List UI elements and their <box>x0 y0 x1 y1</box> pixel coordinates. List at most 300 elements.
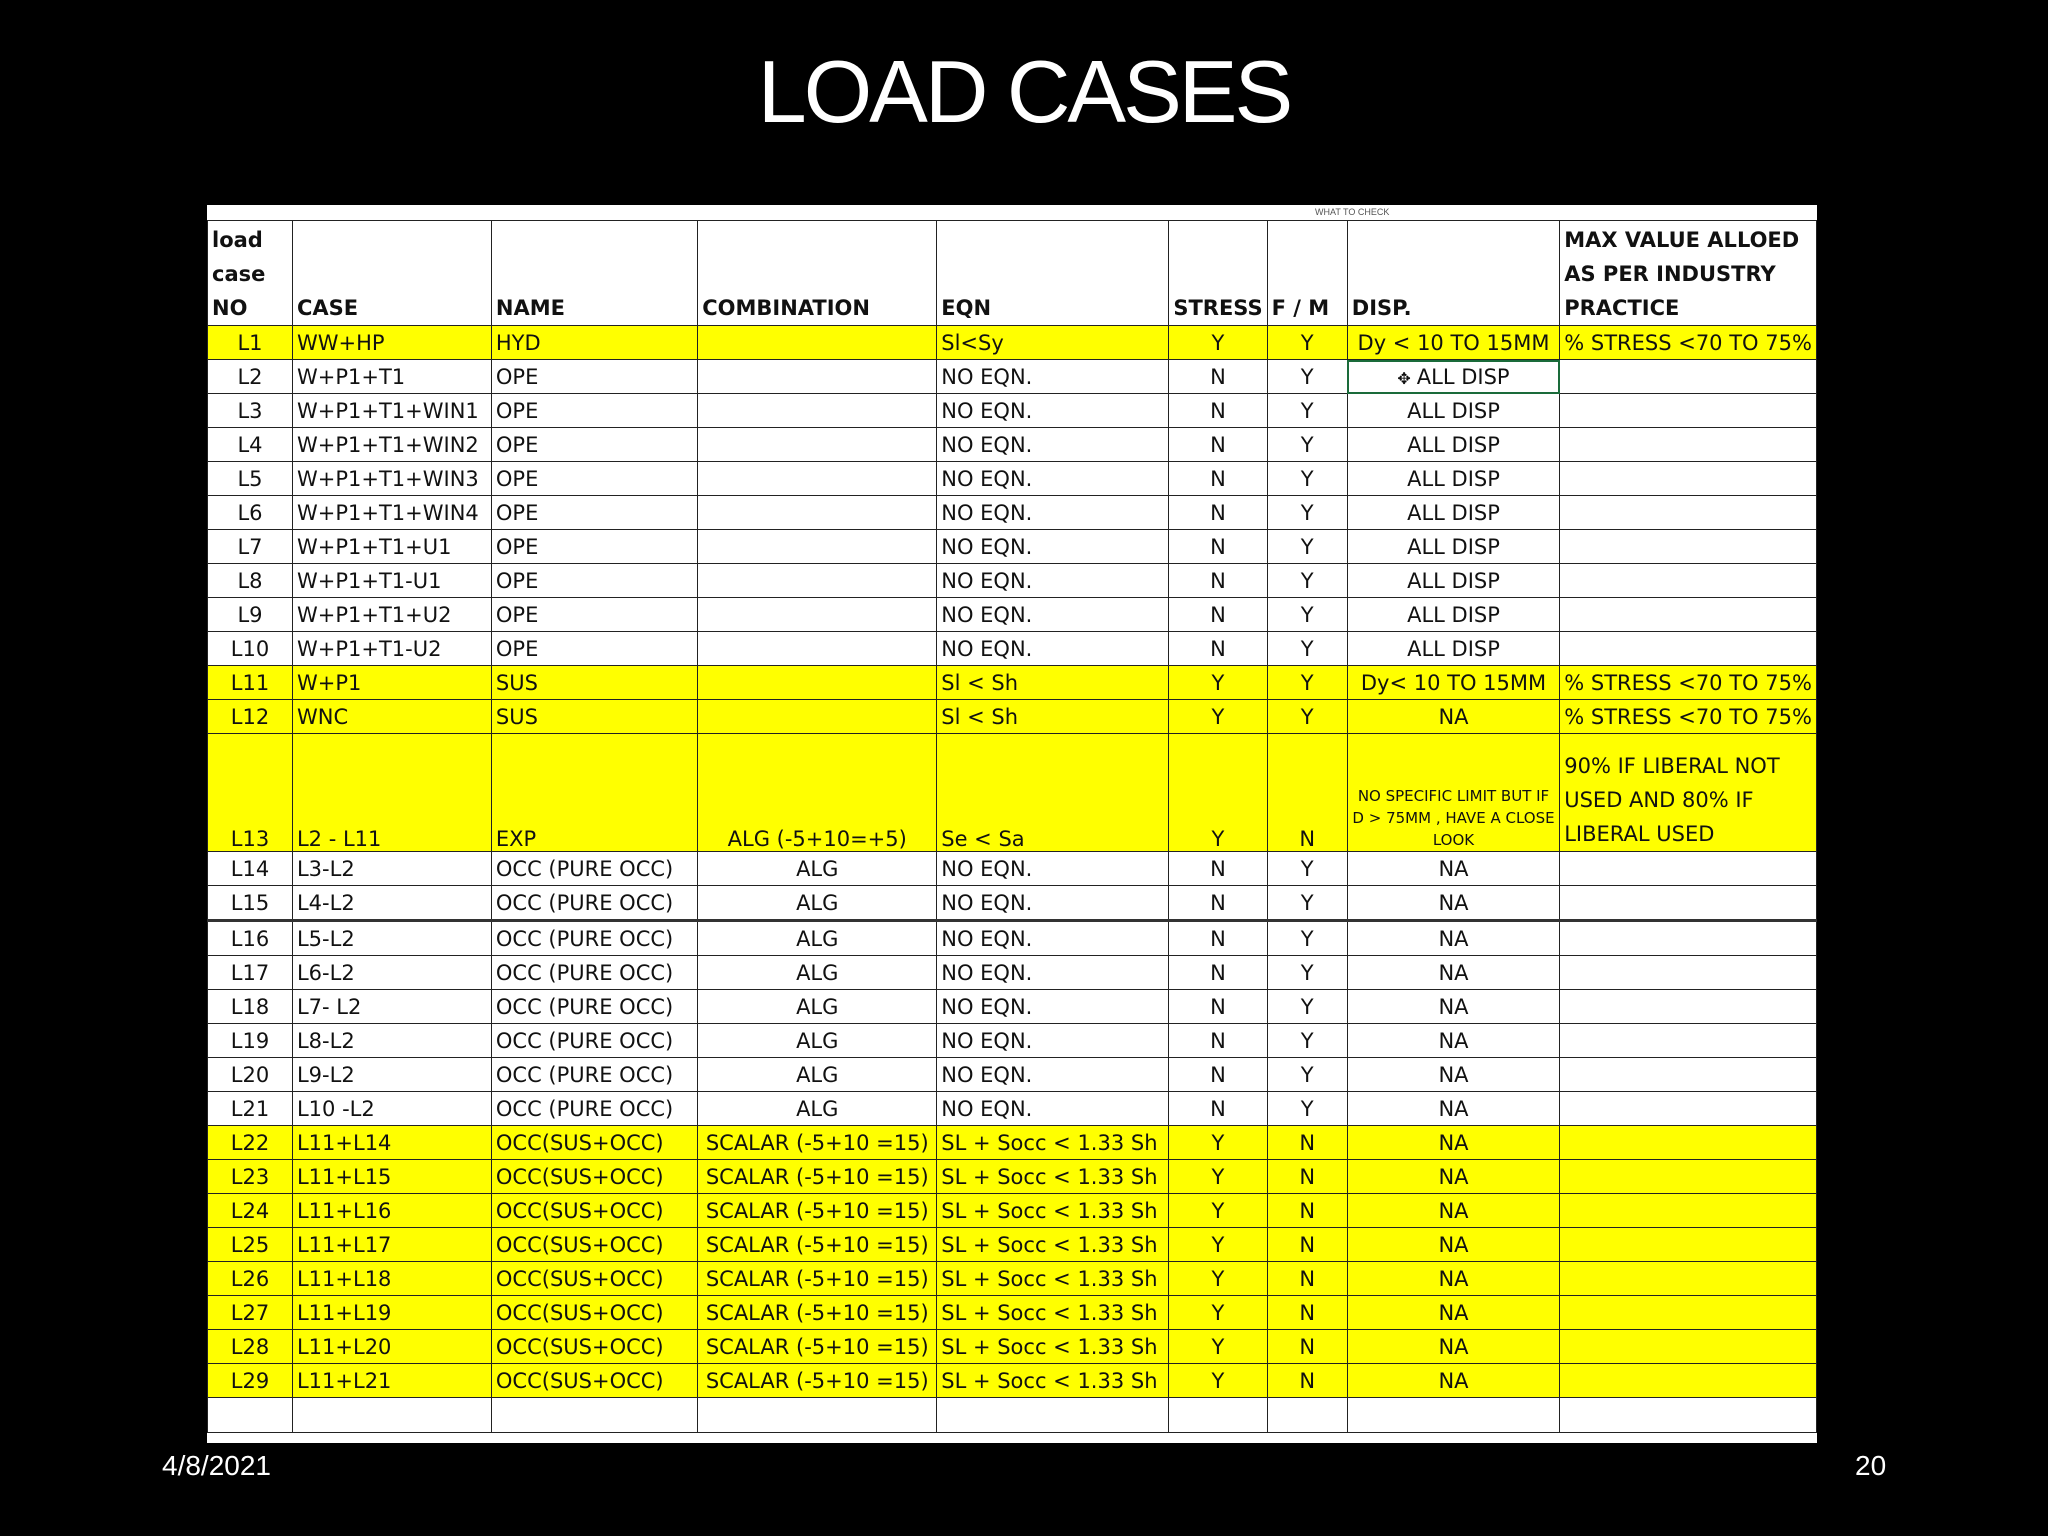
cell-fm[interactable]: Y <box>1267 632 1347 666</box>
cell-combination[interactable] <box>698 394 937 428</box>
cell-eqn[interactable]: Se < Sa <box>937 734 1169 852</box>
table-row <box>208 1330 1817 1364</box>
cell-max[interactable] <box>1560 530 1817 564</box>
cell-case[interactable]: W+P1+T1-U2 <box>292 632 491 666</box>
cell-disp[interactable]: NA <box>1347 956 1559 990</box>
cell-stress[interactable]: N <box>1169 1058 1267 1092</box>
table-row <box>208 496 1817 530</box>
cell-fm[interactable]: N <box>1267 1296 1347 1330</box>
cell-combination[interactable]: SCALAR (-5+10 =15) <box>698 1364 937 1398</box>
cell-fm[interactable]: Y <box>1267 598 1347 632</box>
cell-combination[interactable]: SCALAR (-5+10 =15) <box>698 1160 937 1194</box>
cell-eqn[interactable]: NO EQN. <box>937 1092 1169 1126</box>
cell-fm[interactable]: N <box>1267 1330 1347 1364</box>
cell-stress[interactable]: N <box>1169 496 1267 530</box>
cell-max[interactable] <box>1560 921 1817 956</box>
cell-disp[interactable]: ALL DISP <box>1347 462 1559 496</box>
slide-title: LOAD CASES <box>757 42 1291 141</box>
cell-name[interactable]: OCC (PURE OCC) <box>491 1058 697 1092</box>
cell-max[interactable] <box>1560 394 1817 428</box>
cell-stress[interactable]: N <box>1169 990 1267 1024</box>
col-header-combination[interactable]: COMBINATION <box>698 221 937 326</box>
cell-max[interactable] <box>1560 1228 1817 1262</box>
cell-case[interactable]: L11+L19 <box>292 1296 491 1330</box>
cell-name[interactable]: OCC (PURE OCC) <box>491 852 697 886</box>
cell-case[interactable]: L10 -L2 <box>292 1092 491 1126</box>
cell-max[interactable] <box>1560 1160 1817 1194</box>
cell-eqn[interactable]: NO EQN. <box>937 598 1169 632</box>
col-header-no[interactable]: load case NO <box>208 221 293 326</box>
cell-fm[interactable]: Y <box>1267 564 1347 598</box>
cell-eqn[interactable]: NO EQN. <box>937 564 1169 598</box>
cell-fm[interactable]: Y <box>1267 1058 1347 1092</box>
cell-combination[interactable]: ALG (-5+10=+5) <box>698 734 937 852</box>
cell-no[interactable]: L2 <box>208 360 293 394</box>
table-row <box>208 394 1817 428</box>
cell-name[interactable]: OCC(SUS+OCC) <box>491 1330 697 1364</box>
cell-fm[interactable]: Y <box>1267 530 1347 564</box>
cell-disp[interactable]: ALL DISP <box>1347 428 1559 462</box>
cell-fm[interactable]: Y <box>1267 326 1347 360</box>
cell-eqn[interactable]: Sl < Sh <box>937 700 1169 734</box>
cell-case[interactable]: W+P1+T1+WIN4 <box>292 496 491 530</box>
cell-combination[interactable]: ALG <box>698 1092 937 1126</box>
cell-case[interactable]: WW+HP <box>292 326 491 360</box>
table-row <box>208 1296 1817 1330</box>
cell-no[interactable]: L25 <box>208 1228 293 1262</box>
cell-eqn[interactable]: SL + Socc < 1.33 Sh <box>937 1330 1169 1364</box>
cell-no[interactable]: L9 <box>208 598 293 632</box>
cell-disp[interactable]: NA <box>1347 1296 1559 1330</box>
cell-stress[interactable]: Y <box>1169 1262 1267 1296</box>
table-row <box>208 1024 1817 1058</box>
cell-stress[interactable]: N <box>1169 956 1267 990</box>
cell-combination[interactable]: ALG <box>698 852 937 886</box>
cell-name[interactable]: OCC (PURE OCC) <box>491 921 697 956</box>
cell-fm[interactable]: Y <box>1267 956 1347 990</box>
cell-combination[interactable] <box>698 496 937 530</box>
cell-no[interactable]: L19 <box>208 1024 293 1058</box>
cell-stress[interactable]: Y <box>1169 326 1267 360</box>
cell-name[interactable]: OPE <box>491 462 697 496</box>
cell-no[interactable]: L1 <box>208 326 293 360</box>
empty-cell[interactable] <box>1267 1398 1347 1433</box>
cell-no[interactable]: L12 <box>208 700 293 734</box>
cell-disp[interactable]: Dy< 10 TO 15MM <box>1347 666 1559 700</box>
empty-cell[interactable] <box>491 1398 697 1433</box>
cell-name[interactable]: OCC(SUS+OCC) <box>491 1194 697 1228</box>
table-row <box>208 1126 1817 1160</box>
cell-name[interactable]: OPE <box>491 394 697 428</box>
cell-stress[interactable]: N <box>1169 394 1267 428</box>
cell-max[interactable] <box>1560 1262 1817 1296</box>
cell-fm[interactable]: Y <box>1267 360 1347 394</box>
table-row <box>208 598 1817 632</box>
cell-max[interactable] <box>1560 1330 1817 1364</box>
cell-disp[interactable]: NA <box>1347 921 1559 956</box>
cell-eqn[interactable]: SL + Socc < 1.33 Sh <box>937 1228 1169 1262</box>
cell-max[interactable] <box>1560 428 1817 462</box>
cell-fm[interactable]: Y <box>1267 496 1347 530</box>
cell-disp[interactable]: ALL DISP <box>1347 394 1559 428</box>
cell-max[interactable] <box>1560 360 1817 394</box>
cell-no[interactable]: L8 <box>208 564 293 598</box>
cell-case[interactable]: L2 - L11 <box>292 734 491 852</box>
cell-disp[interactable]: NA <box>1347 1228 1559 1262</box>
cell-disp[interactable]: NA <box>1347 990 1559 1024</box>
cell-eqn[interactable]: SL + Socc < 1.33 Sh <box>937 1364 1169 1398</box>
cell-no[interactable]: L17 <box>208 956 293 990</box>
cell-disp[interactable]: NA <box>1347 1058 1559 1092</box>
cell-no[interactable]: L4 <box>208 428 293 462</box>
cell-case[interactable]: L11+L17 <box>292 1228 491 1262</box>
cell-case[interactable]: W+P1+T1 <box>292 360 491 394</box>
cell-no[interactable]: L29 <box>208 1364 293 1398</box>
col-header-case[interactable]: CASE <box>292 221 491 326</box>
cursor-icon: ✥ <box>1397 368 1411 388</box>
cell-stress[interactable]: N <box>1169 886 1267 921</box>
cell-case[interactable]: W+P1+T1+U2 <box>292 598 491 632</box>
cell-name[interactable]: OCC(SUS+OCC) <box>491 1160 697 1194</box>
cell-case[interactable]: W+P1+T1-U1 <box>292 564 491 598</box>
cell-case[interactable]: L11+L15 <box>292 1160 491 1194</box>
cell-disp[interactable]: NA <box>1347 700 1559 734</box>
table-row <box>208 1228 1817 1262</box>
cell-max[interactable] <box>1560 1296 1817 1330</box>
cell-case[interactable]: L11+L18 <box>292 1262 491 1296</box>
cell-eqn[interactable]: NO EQN. <box>937 990 1169 1024</box>
cell-stress[interactable]: Y <box>1169 1364 1267 1398</box>
cell-combination[interactable] <box>698 666 937 700</box>
cell-no[interactable]: L21 <box>208 1092 293 1126</box>
cell-no[interactable]: L7 <box>208 530 293 564</box>
empty-cell[interactable] <box>1347 1398 1559 1433</box>
cell-name[interactable]: EXP <box>491 734 697 852</box>
cell-max[interactable] <box>1560 956 1817 990</box>
cell-no[interactable]: L23 <box>208 1160 293 1194</box>
cell-no[interactable]: L14 <box>208 852 293 886</box>
cell-eqn[interactable]: NO EQN. <box>937 1058 1169 1092</box>
cell-case[interactable]: L8-L2 <box>292 1024 491 1058</box>
cell-eqn[interactable]: SL + Socc < 1.33 Sh <box>937 1126 1169 1160</box>
cell-fm[interactable]: N <box>1267 1262 1347 1296</box>
cell-max[interactable] <box>1560 564 1817 598</box>
what-to-check-label: WHAT TO CHECK <box>1315 207 1390 217</box>
cell-case[interactable]: WNC <box>292 700 491 734</box>
cell-stress[interactable]: N <box>1169 360 1267 394</box>
cell-fm[interactable]: N <box>1267 1160 1347 1194</box>
cell-max[interactable] <box>1560 1194 1817 1228</box>
cell-fm[interactable]: N <box>1267 1194 1347 1228</box>
cell-name[interactable]: OPE <box>491 564 697 598</box>
cell-eqn[interactable]: NO EQN. <box>937 632 1169 666</box>
cell-combination[interactable] <box>698 530 937 564</box>
cell-combination[interactable]: SCALAR (-5+10 =15) <box>698 1262 937 1296</box>
cell-eqn[interactable]: NO EQN. <box>937 921 1169 956</box>
cell-name[interactable]: SUS <box>491 666 697 700</box>
cell-disp[interactable]: NA <box>1347 852 1559 886</box>
cell-eqn[interactable]: Sl < Sh <box>937 666 1169 700</box>
cell-case[interactable]: W+P1+T1+U1 <box>292 530 491 564</box>
cell-name[interactable]: OPE <box>491 530 697 564</box>
cell-no[interactable]: L27 <box>208 1296 293 1330</box>
cell-combination[interactable] <box>698 632 937 666</box>
cell-eqn[interactable]: NO EQN. <box>937 394 1169 428</box>
cell-no[interactable]: L11 <box>208 666 293 700</box>
cell-name[interactable]: OPE <box>491 360 697 394</box>
cell-no[interactable]: L18 <box>208 990 293 1024</box>
cell-combination[interactable]: SCALAR (-5+10 =15) <box>698 1330 937 1364</box>
cell-fm[interactable]: Y <box>1267 1092 1347 1126</box>
cell-combination[interactable]: SCALAR (-5+10 =15) <box>698 1296 937 1330</box>
cell-stress[interactable]: N <box>1169 852 1267 886</box>
cell-name[interactable]: OCC (PURE OCC) <box>491 1024 697 1058</box>
table-row <box>208 1194 1817 1228</box>
cell-combination[interactable] <box>698 326 937 360</box>
col-header-fm[interactable]: F / M <box>1267 221 1347 326</box>
cell-fm[interactable]: N <box>1267 1364 1347 1398</box>
cell-combination[interactable]: ALG <box>698 956 937 990</box>
cell-stress[interactable]: Y <box>1169 700 1267 734</box>
cell-case[interactable]: W+P1 <box>292 666 491 700</box>
cell-disp[interactable]: ALL DISP <box>1347 496 1559 530</box>
cell-fm[interactable]: N <box>1267 734 1347 852</box>
cell-disp[interactable]: NA <box>1347 1092 1559 1126</box>
cell-name[interactable]: OCC(SUS+OCC) <box>491 1126 697 1160</box>
cell-no[interactable]: L15 <box>208 886 293 921</box>
cell-combination[interactable] <box>698 700 937 734</box>
cell-stress[interactable]: Y <box>1169 1126 1267 1160</box>
cell-stress[interactable]: N <box>1169 598 1267 632</box>
cell-fm[interactable]: Y <box>1267 921 1347 956</box>
cell-case[interactable]: W+P1+T1+WIN3 <box>292 462 491 496</box>
cell-name[interactable]: HYD <box>491 326 697 360</box>
cell-max[interactable] <box>1560 632 1817 666</box>
cell-no[interactable]: L28 <box>208 1330 293 1364</box>
cell-disp[interactable]: NA <box>1347 1330 1559 1364</box>
cell-name[interactable]: OPE <box>491 632 697 666</box>
cell-max[interactable] <box>1560 1126 1817 1160</box>
cell-max[interactable] <box>1560 1364 1817 1398</box>
cell-fm[interactable]: Y <box>1267 852 1347 886</box>
cell-combination[interactable]: ALG <box>698 1058 937 1092</box>
cell-stress[interactable]: Y <box>1169 734 1267 852</box>
cell-name[interactable]: OCC (PURE OCC) <box>491 990 697 1024</box>
cell-stress[interactable]: N <box>1169 632 1267 666</box>
cell-case[interactable]: L9-L2 <box>292 1058 491 1092</box>
cell-disp[interactable]: ALL DISP <box>1347 598 1559 632</box>
empty-cell[interactable] <box>208 1398 293 1433</box>
cell-stress[interactable]: Y <box>1169 1296 1267 1330</box>
cell-max[interactable] <box>1560 1092 1817 1126</box>
cell-name[interactable]: OCC(SUS+OCC) <box>491 1262 697 1296</box>
cell-stress[interactable]: N <box>1169 428 1267 462</box>
cell-case[interactable]: L7- L2 <box>292 990 491 1024</box>
table-row <box>208 666 1817 700</box>
cell-eqn[interactable]: NO EQN. <box>937 886 1169 921</box>
cell-no[interactable]: L26 <box>208 1262 293 1296</box>
table-row <box>208 1364 1817 1398</box>
cell-eqn[interactable]: SL + Socc < 1.33 Sh <box>937 1262 1169 1296</box>
cell-max[interactable] <box>1560 886 1817 921</box>
cell-fm[interactable]: Y <box>1267 700 1347 734</box>
cell-eqn[interactable]: NO EQN. <box>937 462 1169 496</box>
cell-disp[interactable]: ALL DISP <box>1347 564 1559 598</box>
cell-fm[interactable]: Y <box>1267 1024 1347 1058</box>
cell-combination[interactable] <box>698 564 937 598</box>
cell-eqn[interactable]: NO EQN. <box>937 1024 1169 1058</box>
cell-max[interactable] <box>1560 852 1817 886</box>
cell-name[interactable]: OCC(SUS+OCC) <box>491 1228 697 1262</box>
cell-disp[interactable]: NA <box>1347 1262 1559 1296</box>
cell-eqn[interactable]: SL + Socc < 1.33 Sh <box>937 1296 1169 1330</box>
cell-no[interactable]: L16 <box>208 921 293 956</box>
cell-stress[interactable]: N <box>1169 564 1267 598</box>
spreadsheet <box>207 205 1817 1443</box>
cell-name[interactable]: OPE <box>491 428 697 462</box>
cell-disp[interactable]: NO SPECIFIC LIMIT BUT IF D > 75MM , HAVE A CLOSE LOOK <box>1347 734 1559 852</box>
cell-combination[interactable] <box>698 598 937 632</box>
cell-combination[interactable] <box>698 462 937 496</box>
empty-cell[interactable] <box>1169 1398 1267 1433</box>
cell-name[interactable]: SUS <box>491 700 697 734</box>
cell-case[interactable]: L4-L2 <box>292 886 491 921</box>
cell-disp[interactable]: NA <box>1347 1160 1559 1194</box>
cell-stress[interactable]: Y <box>1169 1160 1267 1194</box>
cell-disp[interactable]: Dy < 10 TO 15MM <box>1347 326 1559 360</box>
cell-fm[interactable]: N <box>1267 1126 1347 1160</box>
cell-combination[interactable] <box>698 428 937 462</box>
cell-disp[interactable]: ALL DISP <box>1347 530 1559 564</box>
cell-stress[interactable]: Y <box>1169 666 1267 700</box>
cell-disp[interactable]: NA <box>1347 1024 1559 1058</box>
table-row <box>208 530 1817 564</box>
table-row <box>208 956 1817 990</box>
cell-disp[interactable]: NA <box>1347 886 1559 921</box>
col-header-disp[interactable]: DISP. <box>1347 221 1559 326</box>
cell-fm[interactable]: Y <box>1267 394 1347 428</box>
empty-cell[interactable] <box>1560 1398 1817 1433</box>
cell-max[interactable] <box>1560 496 1817 530</box>
cell-no[interactable]: L3 <box>208 394 293 428</box>
cell-case[interactable]: L11+L21 <box>292 1364 491 1398</box>
cell-name[interactable]: OCC (PURE OCC) <box>491 1092 697 1126</box>
cell-disp[interactable]: ALL DISP <box>1347 632 1559 666</box>
cell-name[interactable]: OCC(SUS+OCC) <box>491 1296 697 1330</box>
cell-disp[interactable]: NA <box>1347 1194 1559 1228</box>
cell-max[interactable]: % STRESS <70 TO 75% <box>1560 700 1817 734</box>
empty-cell[interactable] <box>937 1398 1169 1433</box>
col-header-eqn[interactable]: EQN <box>937 221 1169 326</box>
cell-max[interactable] <box>1560 990 1817 1024</box>
cell-max[interactable]: % STRESS <70 TO 75% <box>1560 666 1817 700</box>
cell-max[interactable] <box>1560 1024 1817 1058</box>
cell-max[interactable] <box>1560 598 1817 632</box>
cell-combination[interactable]: SCALAR (-5+10 =15) <box>698 1126 937 1160</box>
cell-disp[interactable]: NA <box>1347 1364 1559 1398</box>
cell-eqn[interactable]: NO EQN. <box>937 360 1169 394</box>
cell-fm[interactable]: Y <box>1267 428 1347 462</box>
cell-fm[interactable]: Y <box>1267 666 1347 700</box>
cell-name[interactable]: OCC(SUS+OCC) <box>491 1364 697 1398</box>
cell-case[interactable]: W+P1+T1+WIN2 <box>292 428 491 462</box>
cell-stress[interactable]: N <box>1169 462 1267 496</box>
cell-stress[interactable]: N <box>1169 1024 1267 1058</box>
cell-fm[interactable]: Y <box>1267 990 1347 1024</box>
cell-eqn[interactable]: NO EQN. <box>937 496 1169 530</box>
cell-name[interactable]: OPE <box>491 496 697 530</box>
cell-eqn[interactable]: NO EQN. <box>937 428 1169 462</box>
cell-eqn[interactable]: SL + Socc < 1.33 Sh <box>937 1194 1169 1228</box>
col-header-max[interactable]: MAX VALUE ALLOED AS PER INDUSTRY PRACTICE <box>1560 221 1817 326</box>
cell-no[interactable]: L13 <box>208 734 293 852</box>
cell-stress[interactable]: Y <box>1169 1228 1267 1262</box>
cell-combination[interactable]: ALG <box>698 921 937 956</box>
table-body <box>208 326 1817 1433</box>
cell-combination[interactable]: ALG <box>698 990 937 1024</box>
cell-no[interactable]: L22 <box>208 1126 293 1160</box>
cell-case[interactable]: L6-L2 <box>292 956 491 990</box>
cell-case[interactable]: L11+L16 <box>292 1194 491 1228</box>
cell-no[interactable]: L20 <box>208 1058 293 1092</box>
cell-name[interactable]: OPE <box>491 598 697 632</box>
cell-stress[interactable]: N <box>1169 530 1267 564</box>
cell-max[interactable] <box>1560 1058 1817 1092</box>
cell-eqn[interactable]: NO EQN. <box>937 530 1169 564</box>
cell-max[interactable]: 90% IF LIBERAL NOT USED AND 80% IF LIBERAL USED <box>1560 734 1817 852</box>
table-row <box>208 734 1817 852</box>
empty-cell[interactable] <box>698 1398 937 1433</box>
cell-disp[interactable]: ✥ ALL DISP <box>1347 360 1559 394</box>
cell-name[interactable]: OCC (PURE OCC) <box>491 886 697 921</box>
cell-stress[interactable]: Y <box>1169 1194 1267 1228</box>
cell-combination[interactable]: SCALAR (-5+10 =15) <box>698 1228 937 1262</box>
cell-case[interactable]: L11+L20 <box>292 1330 491 1364</box>
cell-stress[interactable]: N <box>1169 1092 1267 1126</box>
cell-combination[interactable]: SCALAR (-5+10 =15) <box>698 1194 937 1228</box>
table-row <box>208 632 1817 666</box>
cell-name[interactable]: OCC (PURE OCC) <box>491 956 697 990</box>
cell-eqn[interactable]: NO EQN. <box>937 956 1169 990</box>
cell-combination[interactable]: ALG <box>698 886 937 921</box>
col-header-stress[interactable]: STRESS <box>1169 221 1267 326</box>
cell-case[interactable]: L5-L2 <box>292 921 491 956</box>
cell-case[interactable]: L3-L2 <box>292 852 491 886</box>
cell-eqn[interactable]: NO EQN. <box>937 852 1169 886</box>
cell-fm[interactable]: Y <box>1267 462 1347 496</box>
cell-stress[interactable]: N <box>1169 921 1267 956</box>
cell-case[interactable]: L11+L14 <box>292 1126 491 1160</box>
cell-max[interactable]: % STRESS <70 TO 75% <box>1560 326 1817 360</box>
col-header-name[interactable]: NAME <box>491 221 697 326</box>
cell-no[interactable]: L24 <box>208 1194 293 1228</box>
cell-disp[interactable]: NA <box>1347 1126 1559 1160</box>
cell-no[interactable]: L10 <box>208 632 293 666</box>
footer-page-number: 20 <box>1855 1450 1887 1481</box>
cell-combination[interactable] <box>698 360 937 394</box>
empty-cell[interactable] <box>292 1398 491 1433</box>
cell-stress[interactable]: Y <box>1169 1330 1267 1364</box>
cell-no[interactable]: L5 <box>208 462 293 496</box>
cell-fm[interactable]: N <box>1267 1228 1347 1262</box>
cell-case[interactable]: W+P1+T1+WIN1 <box>292 394 491 428</box>
cell-fm[interactable]: Y <box>1267 886 1347 921</box>
cell-no[interactable]: L6 <box>208 496 293 530</box>
cell-eqn[interactable]: Sl<Sy <box>937 326 1169 360</box>
cell-eqn[interactable]: SL + Socc < 1.33 Sh <box>937 1160 1169 1194</box>
cell-combination[interactable]: ALG <box>698 1024 937 1058</box>
cell-max[interactable] <box>1560 462 1817 496</box>
